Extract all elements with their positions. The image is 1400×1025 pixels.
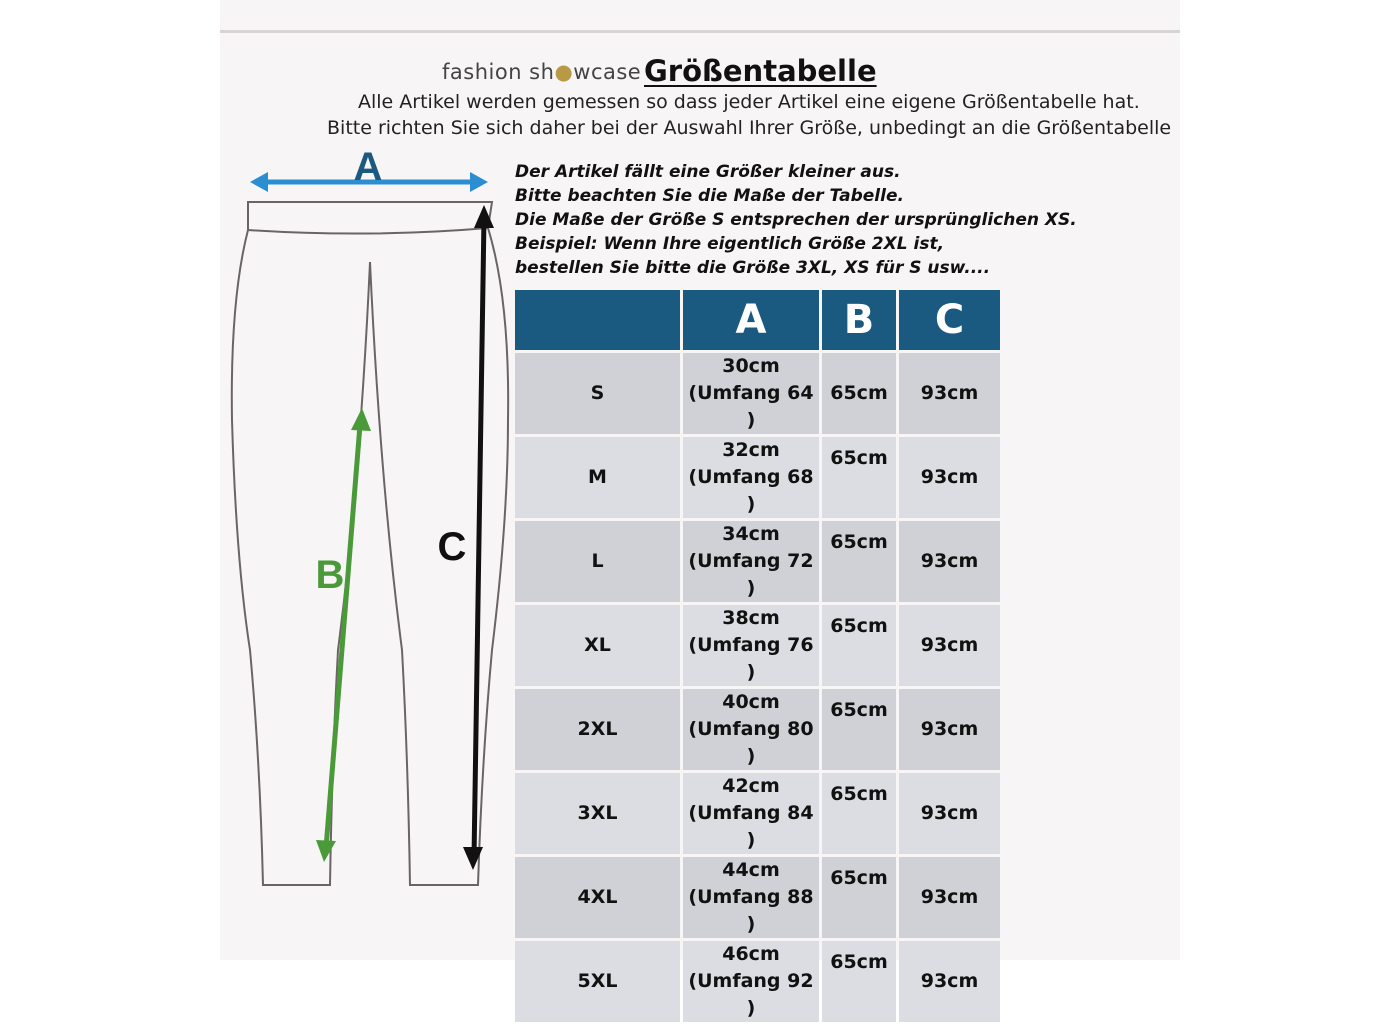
measure-a-cell <box>683 605 819 686</box>
measure-b-cell: 65cm <box>822 353 896 434</box>
measure-a-girth: (Umfang 84 ) <box>688 802 814 851</box>
measure-c-cell: 93cm <box>899 773 1000 854</box>
measure-a-cell <box>683 857 819 938</box>
note-line: Die Maße der Größe S entsprechen der ursprünglichen XS. <box>515 210 1077 230</box>
size-cell: S <box>515 353 680 434</box>
measure-a-value: 42cm <box>722 775 780 797</box>
note-line: Bitte beachten Sie die Maße der Tabelle. <box>515 186 904 206</box>
measure-a-cell <box>683 437 819 518</box>
measure-a-value: 46cm <box>722 943 780 965</box>
leggings-diagram <box>220 0 520 960</box>
arrow-c <box>463 205 494 870</box>
measure-a-cell <box>683 773 819 854</box>
size-cell: L <box>515 521 680 602</box>
measure-a-value: 32cm <box>722 439 780 461</box>
measure-c-cell: 93cm <box>899 521 1000 602</box>
table-row <box>515 521 1000 602</box>
size-cell: 5XL <box>515 941 680 1022</box>
header-a: A <box>683 290 819 350</box>
note-line: Beispiel: Wenn Ihre eigentlich Größe 2XL ist, <box>515 234 945 254</box>
table-row <box>515 941 1000 1022</box>
measure-c-cell: 93cm <box>899 857 1000 938</box>
measure-a-cell <box>683 353 819 434</box>
header-c: C <box>899 290 1000 350</box>
measure-b-cell: 65cm <box>822 521 896 602</box>
measure-b-cell: 65cm <box>822 605 896 686</box>
measure-a-girth: (Umfang 80 ) <box>688 718 814 767</box>
page-title: Größentabelle <box>644 54 877 88</box>
measure-b-cell: 65cm <box>822 857 896 938</box>
header-size <box>515 290 680 350</box>
size-table <box>512 287 1003 1025</box>
label-c: C <box>437 525 467 569</box>
measure-a-cell <box>683 941 819 1022</box>
table-row <box>515 773 1000 854</box>
measure-a-girth: (Umfang 68 ) <box>688 466 814 515</box>
measure-b-cell: 65cm <box>822 941 896 1022</box>
leggings-outline <box>232 228 508 885</box>
measure-a-value: 34cm <box>722 523 780 545</box>
measure-a-girth: (Umfang 88 ) <box>688 886 814 935</box>
size-cell: M <box>515 437 680 518</box>
note-line: bestellen Sie bitte die Größe 3XL, XS für S usw.... <box>515 258 991 278</box>
measure-c-cell: 93cm <box>899 353 1000 434</box>
table-row <box>515 605 1000 686</box>
size-cell: 3XL <box>515 773 680 854</box>
measure-a-value: 44cm <box>722 859 780 881</box>
measure-a-cell <box>683 521 819 602</box>
measure-b-cell: 65cm <box>822 689 896 770</box>
measure-a-girth: (Umfang 92 ) <box>688 970 814 1019</box>
header-b: B <box>822 290 896 350</box>
measure-a-girth: (Umfang 76 ) <box>688 634 814 683</box>
label-b: B <box>315 553 345 597</box>
arrow-b <box>316 408 371 862</box>
table-header-row <box>515 290 1000 350</box>
measure-a-cell <box>683 689 819 770</box>
note-line: Der Artikel fällt eine Größer kleiner aus. <box>515 162 901 182</box>
size-notes <box>515 160 1077 280</box>
measure-a-girth: (Umfang 64 ) <box>688 382 814 431</box>
measure-c-cell: 93cm <box>899 689 1000 770</box>
brand-logo: fashion sh●wcase <box>442 60 642 84</box>
size-cell: 2XL <box>515 689 680 770</box>
measure-a-girth: (Umfang 72 ) <box>688 550 814 599</box>
measure-b-cell: 65cm <box>822 437 896 518</box>
size-chart-canvas <box>220 0 1180 1019</box>
measure-a-value: 40cm <box>722 691 780 713</box>
table-row <box>515 437 1000 518</box>
measure-c-cell: 93cm <box>899 605 1000 686</box>
waistband-outline <box>248 202 492 234</box>
measure-a-value: 38cm <box>722 607 780 629</box>
subtitle-line-2: Bitte richten Sie sich daher bei der Auswahl Ihrer Größe, unbedingt an die Größentabelle <box>327 117 1172 139</box>
size-cell: 4XL <box>515 857 680 938</box>
measure-b-cell: 65cm <box>822 773 896 854</box>
measure-c-cell: 93cm <box>899 437 1000 518</box>
measure-a-value: 30cm <box>722 355 780 377</box>
measure-c-cell: 93cm <box>899 941 1000 1022</box>
label-a: A <box>353 145 383 189</box>
subtitle-line-1: Alle Artikel werden gemessen so dass jeder Artikel eine eigene Größentabelle hat. <box>358 91 1140 113</box>
size-cell: XL <box>515 605 680 686</box>
table-row <box>515 353 1000 434</box>
table-row <box>515 857 1000 938</box>
table-row <box>515 689 1000 770</box>
